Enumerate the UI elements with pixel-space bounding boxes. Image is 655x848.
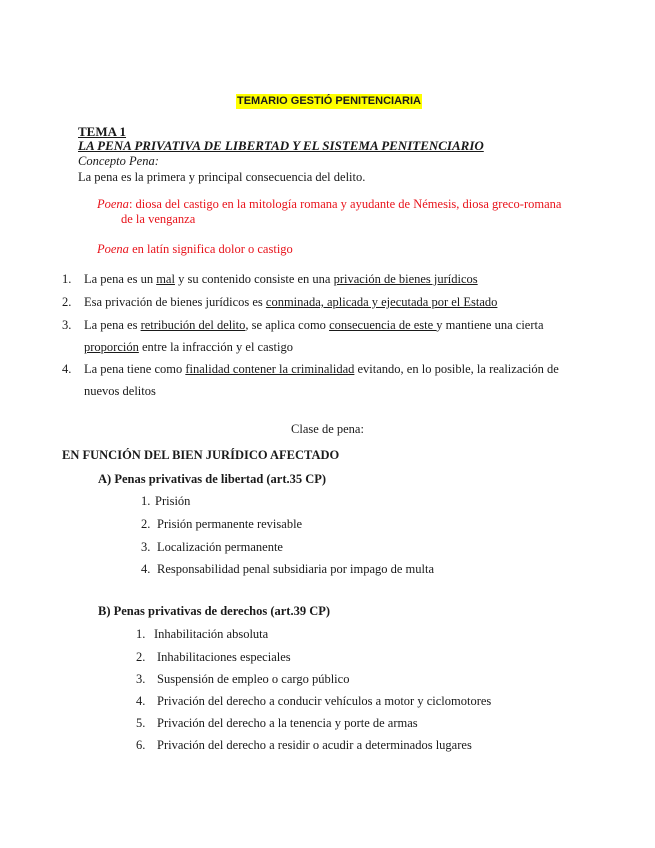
tema-subtitle: LA PENA PRIVATIVA DE LIBERTAD Y EL SISTEMA PENITENCIARIO <box>78 138 484 153</box>
list-item-cont <box>84 340 293 355</box>
list-item <box>62 318 544 333</box>
list-number: 1. <box>136 627 146 641</box>
text: entre la infracción y el castigo <box>138 340 293 354</box>
list-number: 4. <box>62 362 72 376</box>
group-b-heading: B) Penas privativas de derechos (art.39 CP) <box>98 604 331 618</box>
list-item <box>141 540 283 555</box>
list-number: 4. <box>136 694 146 708</box>
list-item <box>141 562 435 577</box>
list-number: 3. <box>141 540 151 554</box>
list-text <box>84 272 478 287</box>
underlined-text: consecuencia de este <box>329 318 437 332</box>
list-number: 3. <box>62 318 72 332</box>
list-text: Prisión permanente revisable <box>157 517 303 531</box>
list-text: Privación del derecho a conducir vehículos a motor y ciclomotores <box>157 694 492 708</box>
list-number: 2. <box>136 650 146 664</box>
list-item <box>62 272 478 287</box>
list-text: Inhabilitación absoluta <box>154 627 269 641</box>
list-number: 6. <box>136 738 146 752</box>
text: Esa privación de bienes jurídicos es <box>84 295 266 309</box>
underlined-text: privación de bienes jurídicos <box>333 272 478 286</box>
list-text: Localización permanente <box>157 540 283 554</box>
text: La pena es <box>84 318 141 332</box>
text: evitando, en lo posible, la realización de <box>354 362 559 376</box>
list-item <box>136 738 472 753</box>
concept-text: La pena es la primera y principal consecuencia del delito. <box>78 170 366 184</box>
list-item <box>136 627 269 642</box>
poena-definition-1-cont: de la venganza <box>121 212 196 226</box>
list-item <box>136 672 350 687</box>
list-text: Privación del derecho a la tenencia y porte de armas <box>157 716 418 730</box>
list-number: 5. <box>136 716 146 730</box>
list-item <box>136 716 418 731</box>
list-item <box>141 517 303 532</box>
list-text: Privación del derecho a residir o acudir a determinados lugares <box>157 738 472 752</box>
underlined-text: conminada, aplicada y ejecutada por el Estado <box>265 295 498 309</box>
list-item <box>136 650 291 665</box>
list-text <box>84 362 559 377</box>
poena-definition-2 <box>97 242 293 257</box>
underlined-text: mal <box>156 272 175 286</box>
list-text <box>84 318 544 333</box>
list-text <box>84 295 497 310</box>
text: y mantiene una cierta <box>436 318 544 332</box>
list-item <box>62 362 559 377</box>
underlined-text: proporción <box>84 340 139 354</box>
text: La pena es un <box>84 272 157 286</box>
list-text: Responsabilidad penal subsidiaria por impago de multa <box>157 562 435 576</box>
concept-label: Concepto Pena: <box>78 154 159 168</box>
poena-definition-text: : diosa del castigo en la mitología romana y ayudante de Némesis, diosa greco-romana <box>128 197 562 211</box>
list-item <box>62 295 498 310</box>
text: y su contenido consiste en una <box>174 272 334 286</box>
clase-heading: Clase de pena: <box>291 422 364 436</box>
underlined-text: finalidad contener la criminalidad <box>185 362 355 376</box>
tema-heading: TEMA 1 <box>78 124 127 139</box>
list-number: 1. <box>141 494 151 508</box>
section-heading: EN FUNCIÓN DEL BIEN JURÍDICO AFECTADO <box>62 448 340 462</box>
poena-word: Poena <box>97 197 129 211</box>
list-text: Prisión <box>155 494 191 508</box>
list-item-cont: nuevos delitos <box>84 384 156 398</box>
list-item <box>136 694 492 709</box>
poena-word: Poena <box>97 242 129 256</box>
list-number: 2. <box>141 517 151 531</box>
text: La pena tiene como <box>84 362 186 376</box>
list-number: 2. <box>62 295 72 309</box>
underlined-text: retribución del delito <box>140 318 246 332</box>
list-number: 1. <box>62 272 72 286</box>
group-a-heading: A) Penas privativas de libertad (art.35 CP) <box>98 472 327 486</box>
poena-definition-1 <box>97 197 561 212</box>
document-title: TEMARIO GESTIÓ PENITENCIARIA <box>237 95 421 107</box>
list-text: Suspensión de empleo o cargo público <box>157 672 350 686</box>
list-text: Inhabilitaciones especiales <box>157 650 291 664</box>
list-number: 4. <box>141 562 151 576</box>
poena-definition-text: en latín significa dolor o castigo <box>128 242 293 256</box>
list-number: 3. <box>136 672 146 686</box>
text: , se aplica como <box>245 318 330 332</box>
list-item <box>141 494 191 509</box>
